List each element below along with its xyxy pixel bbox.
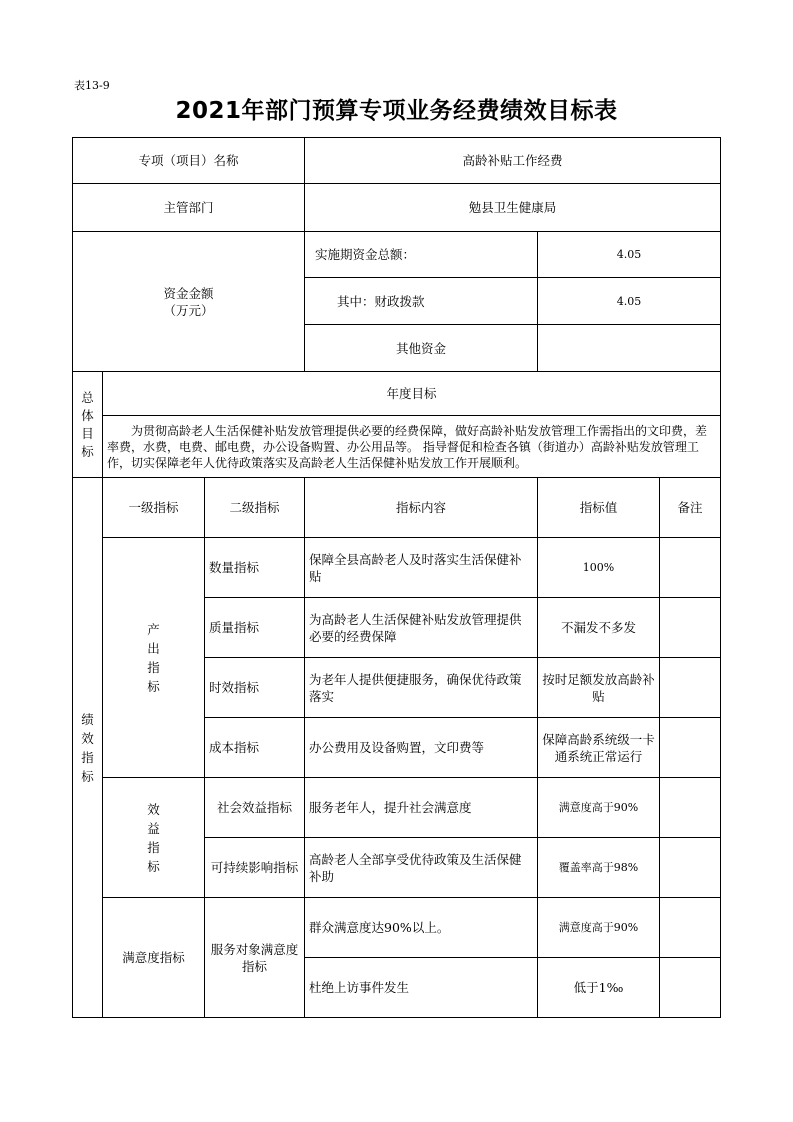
department-row [73,184,721,232]
output-value: 不漏发不多发 [538,598,660,658]
benefit-value: 满意度高于90% [538,778,660,838]
overall-goal-side-text: 总体目标 [81,389,94,459]
funds-fiscal-label: 其中：财政拨款 [305,278,538,325]
project-value: 高龄补贴工作经费 [305,138,721,184]
funds-fiscal-value: 4.05 [538,278,721,325]
funds-other-value [538,325,721,372]
header-level1: 一级指标 [103,478,205,538]
satisfaction-level2: 服务对象满意度指标 [205,898,305,1018]
performance-target-table [72,137,721,1018]
output-value: 100% [538,538,660,598]
benefit-value: 覆盖率高于98% [538,838,660,898]
output-content: 办公费用及设备购置，文印费等 [305,718,538,778]
satisfaction-level1: 满意度指标 [103,898,205,1018]
satisfaction-value: 低于1‰ [538,958,660,1018]
overall-goal-header: 年度目标 [103,372,721,416]
satisfaction-content: 杜绝上访事件发生 [305,958,538,1018]
output-level2: 时效指标 [205,658,305,718]
output-level1-text: 产出指标 [147,621,160,694]
header-level2: 二级指标 [205,478,305,538]
benefit-remark [660,778,721,838]
page-title: 2021年部门预算专项业务经费绩效目标表 [175,98,618,124]
output-content: 为老年人提供便捷服务，确保优待政策落实 [305,658,538,718]
output-remark [660,658,721,718]
funds-label [73,232,305,372]
benefit-level1 [103,778,205,898]
satisfaction-remark [660,898,721,958]
output-level2: 成本指标 [205,718,305,778]
output-remark [660,718,721,778]
satisfaction-remark [660,958,721,1018]
benefit-level2: 可持续影响指标 [205,838,305,898]
header-remark: 备注 [660,478,721,538]
overall-goal-text-row [73,416,721,478]
benefit-level1-text: 效益指标 [147,801,160,874]
benefit-content: 服务老年人，提升社会满意度 [305,778,538,838]
benefit-row-social [73,778,721,838]
output-remark [660,538,721,598]
benefit-content: 高龄老人全部享受优待政策及生活保健补助 [305,838,538,898]
output-level2: 数量指标 [205,538,305,598]
benefit-level2: 社会效益指标 [205,778,305,838]
funds-total-label: 实施期资金总额： [305,232,538,278]
indicators-side-label [73,478,103,1018]
output-level1 [103,538,205,778]
output-level2: 质量指标 [205,598,305,658]
funds-total-row [73,232,721,278]
funds-total-value: 4.05 [538,232,721,278]
funds-label-line2: （万元） [163,302,214,318]
table-number: 表13-9 [74,79,110,92]
department-value: 勉县卫生健康局 [305,184,721,232]
funds-other-label: 其他资金 [305,325,538,372]
benefit-remark [660,838,721,898]
overall-goal-side-label [73,372,103,478]
output-remark [660,598,721,658]
funds-label-line1: 资金金额 [163,285,214,301]
output-value: 保障高龄系统级一卡通系统正常运行 [538,718,660,778]
project-label: 专项（项目）名称 [73,138,305,184]
indicator-header-row [73,478,721,538]
header-value: 指标值 [538,478,660,538]
overall-goal-header-row [73,372,721,416]
satisfaction-content: 群众满意度达90%以上。 [305,898,538,958]
output-value: 按时足额发放高龄补贴 [538,658,660,718]
satisfaction-row-1 [73,898,721,958]
satisfaction-value: 满意度高于90% [538,898,660,958]
output-row-quantity [73,538,721,598]
header-content: 指标内容 [305,478,538,538]
output-content: 为高龄老人生活保健补贴发放管理提供必要的经费保障 [305,598,538,658]
overall-goal-text: 为贯彻高龄老人生活保健补贴发放管理提供必要的经费保障，做好高龄补贴发放管理工作需指出的文印费，差率费，水费，电费、邮电费，办公设备购置、办公用品等。 指导督促和检查各镇（街道办）高龄补贴发放管理工作，切实保障老年人优待政策落实及高龄老人生活保健补贴发放工作开展顺利。 [103,416,721,478]
project-row [73,138,721,184]
indicators-side-text: 绩效指标 [81,711,94,784]
department-label: 主管部门 [73,184,305,232]
output-content: 保障全县高龄老人及时落实生活保健补贴 [305,538,538,598]
